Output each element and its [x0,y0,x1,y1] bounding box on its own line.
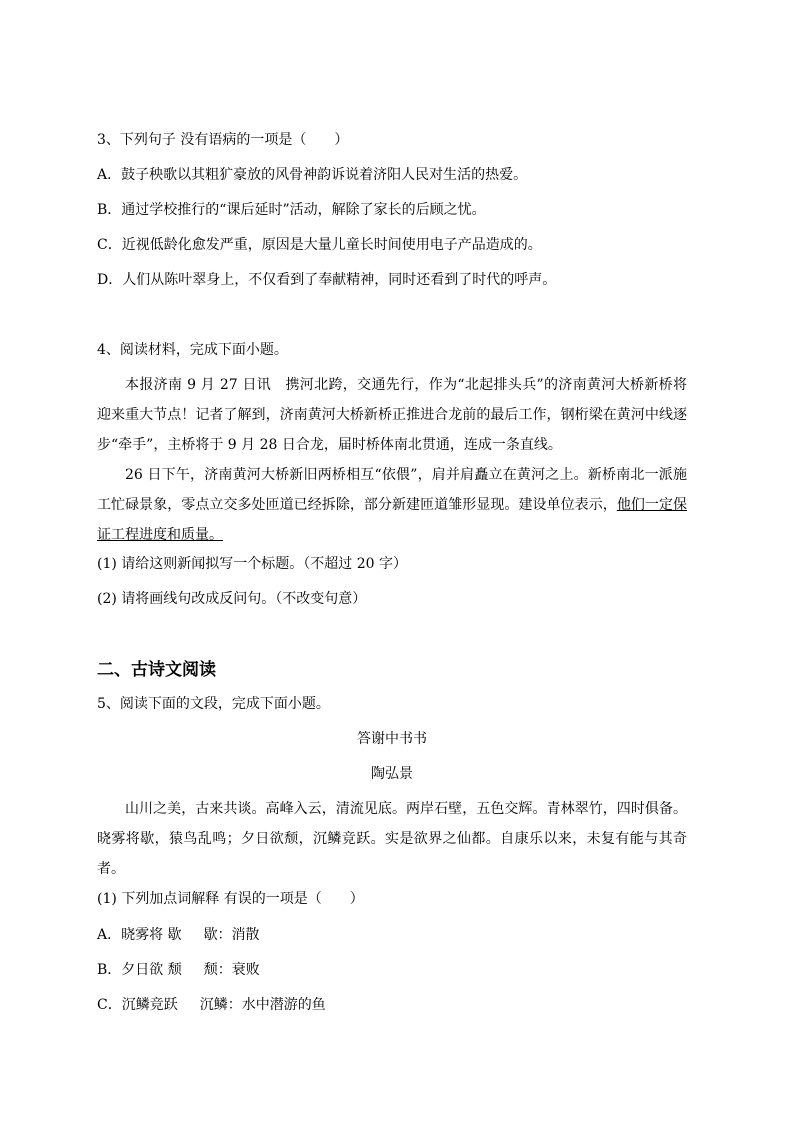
q5-sub-question-1: (1) 下列加点词解释 有误的一项是（ ） [97,891,364,907]
q5-option-c-gloss: 沉鳞：水中潜游的鱼 [199,997,326,1013]
poem-title: 答谢中书书 [357,731,427,747]
q5-option-a [97,925,260,945]
q3-option-b: B．通过学校推行的“课后延时”活动，解除了家长的后顾之忧。 [97,202,486,218]
q5-option-a-gloss: 歇：消散 [203,927,260,943]
poem-author: 陶弘景 [371,766,413,782]
q4-stem: 4、阅读材料，完成下面小题。 [97,342,288,358]
q3-option-d: D．人们从陈叶翠身上，不仅看到了奉献精神，同时还看到了时代的呼声。 [97,272,557,288]
q4-sub-question-1: (1) 请给这则新闻拟写一个标题。（不超过 20 字） [97,556,407,572]
q3-stem: 3、下列句子 没有语病的一项是（ ） [97,132,349,148]
q5-stem: 5、阅读下面的文段，完成下面小题。 [97,696,330,712]
q4-paragraph-2 [97,460,687,550]
q3-option-a: A．鼓子秧歌以其粗犷豪放的风骨神韵诉说着济阳人民对生活的热爱。 [97,167,528,183]
q5-option-b [97,960,260,980]
q4-paragraph-1: 本报济南 9 月 27 日讯 携河北跨，交通先行，作为“北起排头兵”的济南黄河大桥新桥将迎来重大节点！记者了解到，济南黄河大桥新桥正推进合龙前的最后工作，钢桁梁在黄河中线逐步“牵手”，主桥将于 9 月 28 日合龙，届时桥体南北贯通，连成一条直线。 [97,377,687,453]
q5-option-c-label: C．沉鳞竞跃 [97,997,178,1013]
q3-option-c: C．近视低龄化愈发严重，原因是大量儿童长时间使用电子产品造成的。 [97,237,542,253]
q5-option-a-label: A．晓雾将 歇 [97,927,182,943]
q5-option-c [97,995,326,1015]
q4-sub-question-2: (2) 请将画线句改成反问句。（不改变句意） [97,591,367,607]
q4-paragraph-2-text: 26 日下午，济南黄河大桥新旧两桥相互“依偎”，肩并肩矗立在黄河之上。新桥南北一派施工忙碌景象，零点立交多处匝道已经拆除，部分新建匝道雏形显现。建设单位表示， [97,467,687,513]
section-title: 二、古诗文阅读 [97,660,216,680]
q4-underlined-sentence: 他们一定保证工程进度和质量。 [97,497,688,543]
q5-passage: 山川之美，古来共谈。高峰入云，清流见底。两岸石壁，五色交辉。青林翠竹，四时俱备。晓雾将歇，猿鸟乱鸣；夕日欲颓，沉鳞竞跃。实是欲界之仙都。自康乐以来，未复有能与其奇者。 [97,801,687,877]
q5-option-b-gloss: 颓：衰败 [203,962,260,978]
q5-option-b-label: B．夕日欲 颓 [97,962,182,978]
